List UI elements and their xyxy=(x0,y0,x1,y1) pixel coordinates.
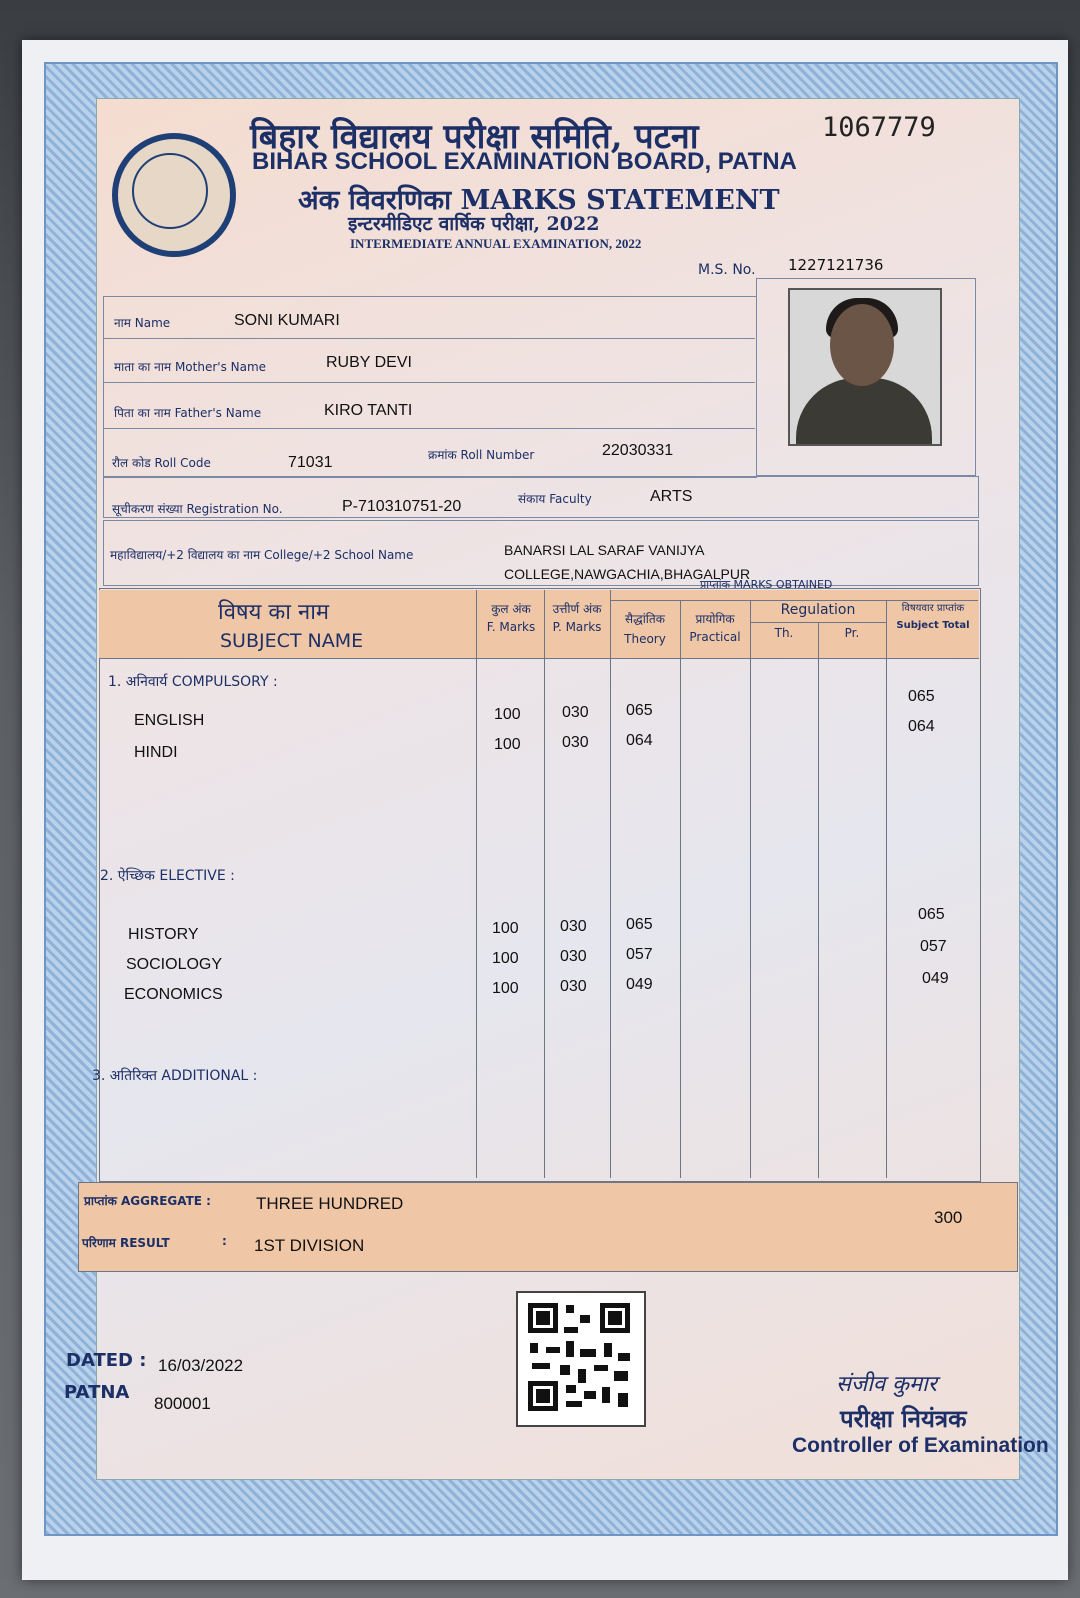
theory-english: Theory xyxy=(624,632,666,646)
regulation-practical: Pr. xyxy=(844,626,860,640)
section-elective: 2. ऐच्छिक ELECTIVE : xyxy=(100,868,235,884)
father-name: KIRO TANTI xyxy=(324,402,413,419)
theory-hindi-subj: 064 xyxy=(626,732,653,749)
place-label: PATNA xyxy=(64,1382,130,1403)
total-economics: 049 xyxy=(922,970,949,987)
exam-name-english: INTERMEDIATE ANNUAL EXAMINATION, 2022 xyxy=(350,236,642,251)
controller-title-hindi: परीक्षा नियंत्रक xyxy=(840,1404,967,1433)
pass-marks-hindi-subj: 030 xyxy=(562,734,589,751)
total-sociology: 057 xyxy=(920,938,947,955)
exam-name-hindi: इन्टरमीडिएट वार्षिक परीक्षा, 2022 xyxy=(348,213,600,235)
header-divider xyxy=(750,622,886,623)
pass-marks-english-subj: 030 xyxy=(562,704,589,721)
roll-number-label: क्रमांक Roll Number xyxy=(428,448,535,462)
aggregate-label: प्राप्तांक AGGREGATE : xyxy=(84,1194,211,1208)
pass-marks-sociology: 030 xyxy=(560,948,587,965)
divider xyxy=(103,428,755,429)
full-marks-history: 100 xyxy=(492,920,519,937)
col-divider xyxy=(886,600,887,1178)
subject-hindi: HINDI xyxy=(134,744,178,761)
full-marks-economics: 100 xyxy=(492,980,519,997)
qr-code xyxy=(516,1291,646,1427)
regulation-label: Regulation xyxy=(780,602,856,618)
faculty-label: संकाय Faculty xyxy=(518,492,592,506)
divider xyxy=(103,382,755,383)
total-hindi-subj: 064 xyxy=(908,718,935,735)
result-colon: : xyxy=(222,1234,227,1248)
practical-hindi: प्रायोगिक xyxy=(695,612,735,626)
board-seal-emblem xyxy=(112,133,236,257)
roll-code: 71031 xyxy=(288,454,333,471)
student-photo xyxy=(788,288,942,446)
subject-english: ENGLISH xyxy=(134,712,205,729)
theory-economics: 049 xyxy=(626,976,653,993)
faculty-value: ARTS xyxy=(650,488,693,505)
theory-english-subj: 065 xyxy=(626,702,653,719)
roll-number: 22030331 xyxy=(602,442,674,459)
student-name: SONI KUMARI xyxy=(234,312,340,329)
board-name-hindi: बिहार विद्यालय परीक्षा समिति, पटना xyxy=(250,117,699,157)
theory-hindi: सैद्धांतिक xyxy=(625,612,665,626)
ms-no-value: 1227121736 xyxy=(788,256,884,274)
subject-economics: ECONOMICS xyxy=(124,986,223,1003)
subject-total-english: Subject Total xyxy=(896,620,970,631)
marks-obtained-label: प्राप्तांक MARKS OBTAINED xyxy=(700,578,833,591)
full-marks-hindi-subj: 100 xyxy=(494,736,521,753)
full-marks-english: F. Marks xyxy=(486,620,536,634)
dated-label: DATED : xyxy=(66,1350,147,1371)
full-marks-sociology: 100 xyxy=(492,950,519,967)
divider xyxy=(103,338,755,339)
photo-face-shape xyxy=(830,304,894,386)
pin-code: 800001 xyxy=(154,1394,211,1413)
aggregate-words: THREE HUNDRED xyxy=(256,1194,404,1213)
pass-marks-economics: 030 xyxy=(560,978,587,995)
marks-statement-title: अंक विवरणिका MARKS STATEMENT xyxy=(298,185,780,216)
col-divider xyxy=(476,590,477,1178)
col-divider xyxy=(610,590,611,1178)
pass-marks-hindi: उत्तीर्ण अंक xyxy=(552,602,602,616)
name-label: नाम Name xyxy=(114,316,171,330)
result-label: परिणाम RESULT xyxy=(82,1236,170,1250)
col-divider xyxy=(544,590,545,1178)
full-marks-hindi: कुल अंक xyxy=(491,602,531,616)
col-divider xyxy=(680,600,681,1178)
board-name-english: BIHAR SCHOOL EXAMINATION BOARD, PATNA xyxy=(252,148,797,175)
aggregate-box xyxy=(78,1182,1018,1272)
mother-label: माता का नाम Mother's Name xyxy=(114,360,267,374)
subject-history: HISTORY xyxy=(128,926,199,943)
section-compulsory: 1. अनिवार्य COMPULSORY : xyxy=(108,674,278,690)
serial-number: 1067779 xyxy=(822,112,936,143)
col-divider xyxy=(750,600,751,1178)
theory-sociology: 057 xyxy=(626,946,653,963)
date-value: 16/03/2022 xyxy=(158,1356,244,1375)
aggregate-total: 300 xyxy=(934,1208,963,1227)
subject-name-hindi: विषय का नाम xyxy=(218,600,330,625)
subject-name-english: SUBJECT NAME xyxy=(220,630,364,652)
full-marks-english-subj: 100 xyxy=(494,706,521,723)
col-divider xyxy=(818,622,819,1178)
father-label: पिता का नाम Father's Name xyxy=(114,406,262,420)
result-value: 1ST DIVISION xyxy=(254,1236,365,1255)
registration-label: सूचीकरण संख्या Registration No. xyxy=(112,502,283,516)
pass-marks-history: 030 xyxy=(560,918,587,935)
section-additional: 3. अतिरिक्त ADDITIONAL : xyxy=(92,1068,258,1084)
controller-signature: संजीव कुमार xyxy=(836,1372,937,1397)
controller-title-english: Controller of Examination xyxy=(792,1434,1049,1457)
college-name-line2: COLLEGE,NAWGACHIA,BHAGALPUR xyxy=(504,566,751,582)
roll-code-label: रौल कोड Roll Code xyxy=(112,456,211,470)
mother-name: RUBY DEVI xyxy=(326,354,412,371)
registration-number: P-710310751-20 xyxy=(342,498,462,515)
college-label: महाविद्यालय/+2 विद्यालय का नाम College/+2 School Name xyxy=(110,548,414,562)
total-history: 065 xyxy=(918,906,945,923)
ms-no-label: M.S. No. xyxy=(698,262,756,278)
practical-english: Practical xyxy=(689,630,741,644)
photo-body-shape xyxy=(796,378,932,446)
total-english-subj: 065 xyxy=(908,688,935,705)
theory-history: 065 xyxy=(626,916,653,933)
subject-sociology: SOCIOLOGY xyxy=(126,956,223,973)
college-name-line1: BANARSI LAL SARAF VANIJYA xyxy=(504,542,705,558)
pass-marks-english: P. Marks xyxy=(552,620,602,634)
subject-total-hindi: विषयवार प्राप्तांक xyxy=(901,603,965,614)
regulation-theory: Th. xyxy=(774,626,794,640)
